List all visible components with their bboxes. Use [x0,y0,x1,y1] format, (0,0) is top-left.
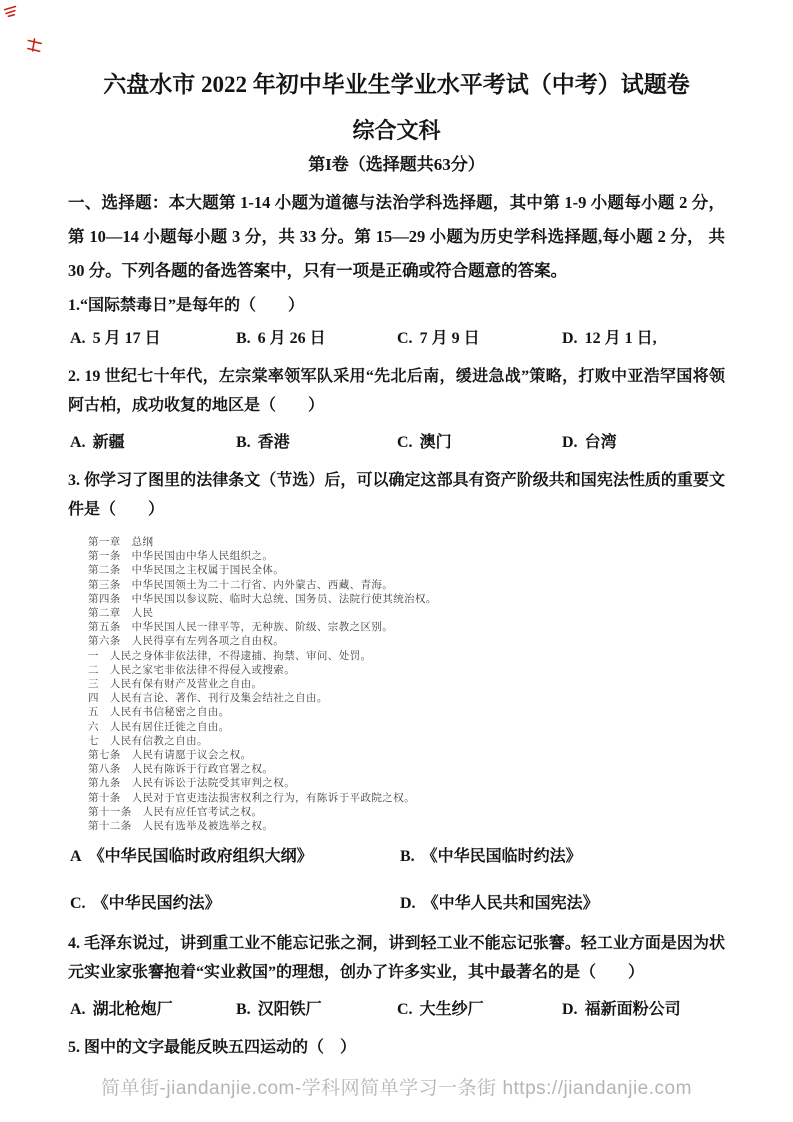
option-a: A. 新疆 [70,434,125,451]
question-5-stem: 5. 图中的文字最能反映五四运动的（ ） [68,1039,357,1057]
question-1-stem: 1.“国际禁毒日”是每年的（ ） [68,297,305,314]
option-b: B. 《中华民国临时约法》 [400,848,582,866]
legal-line: 第四条 中华民国以参议院、临时大总统、国务员、法院行使其统治权。 [88,593,437,605]
option-c: C. 《中华民国约法》 [70,895,221,913]
legal-line: 三 人民有保有财产及营业之自由。 [88,679,263,691]
question-4-stem: 4. 毛泽东说过，讲到重工业不能忘记张之洞，讲到轻工业不能忘记张謇。轻工业方面是因为状元实业家张謇抱着“实业救国”的理想，创办了许多实业，其中最著名的是（ ） [68,935,725,982]
legal-line: 六 人民有居住迁徙之自由。 [88,721,230,733]
option-d: D. 12 月 1 日, [562,330,657,347]
legal-line: 第二章 人民 [88,608,154,620]
footer-watermark: 简单街-jiandanjie.com-学科网简单学习一条街 https://jiandanjie.com [101,1078,692,1099]
legal-line: 第三条 中华民国领土为二十二行省、内外蒙古、西藏、青海。 [88,579,394,591]
legal-document-figure [88,536,733,834]
section-instructions: 一、选择题：本大题第 1-14 小题为道德与法治学科选择题，其中第 1-9 小题每小题 2 分，第 10—14 小题每小题 3 分，共 33 分。第 15—29 小题为历史学科选择题,每小题 2 分， 共 30 分。下列各题的备选答案中，只有一项是正确或符合题意的答案。 [68,193,725,280]
legal-line: 第六条 人民得享有左列各项之自由权。 [88,636,285,648]
red-scribble-mark-icon [24,36,45,55]
legal-line: 一 人民之身体非依法律，不得逮捕、拘禁、审问、处罚。 [88,650,372,662]
option-c: C. 7 月 9 日 [397,330,480,347]
legal-line: 第一章 总纲 [88,537,154,548]
legal-line: 第一条 中华民国由中华人民组织之。 [88,551,274,563]
red-scribble-mark-icon [2,3,20,21]
legal-line: 第九条 人民有诉讼于法院受其审判之权。 [88,778,296,790]
legal-line: 第十二条 人民有选举及被选举之权。 [88,821,274,833]
legal-line: 第八条 人民有陈诉于行政官署之权。 [88,764,274,776]
legal-line: 第七条 人民有请愿于议会之权。 [88,750,252,762]
option-b: B. 6 月 26 日 [236,330,326,347]
legal-line: 第十条 人民对于官吏违法损害权利之行为，有陈诉于平政院之权。 [88,792,415,804]
option-c: C. 大生纱厂 [397,1001,484,1019]
option-d: D. 福新面粉公司 [562,1001,681,1019]
legal-line: 第五条 中华民国人民一律平等，无种族、阶级、宗教之区别。 [88,622,394,634]
option-a: A 《中华民国临时政府组织大纲》 [70,848,313,866]
legal-line: 五 人民有书信秘密之自由。 [88,707,230,719]
option-a: A. 5 月 17 日 [70,330,161,347]
question-3-stem: 3. 你学习了图里的法律条文（节选）后，可以确定这部具有资产阶级共和国宪法性质的重要文件是（ ） [68,472,725,518]
page-title: 六盘水市 2022 年初中毕业生学业水平考试（中考）试题卷 [103,72,690,97]
option-b: B. 汉阳铁厂 [236,1001,322,1019]
option-a: A. 湖北枪炮厂 [70,1001,173,1019]
section-heading: 第I卷（选择题共63分） [308,155,485,174]
question-2-options [70,432,725,454]
question-2-stem: 2. 19 世纪七十年代，左宗棠率领军队采用“先北后南，缓进急战”策略，打败中亚浩罕国将领阿古柏，成功收复的地区是（ ） [68,368,725,414]
question-4-options [70,999,725,1021]
option-d: D. 台湾 [562,434,617,451]
subject-title: 综合文科 [352,118,441,143]
question-3-options [70,846,725,915]
legal-line: 七 人民有信教之自由。 [88,735,208,747]
legal-line: 四 人民有言论、著作、刊行及集会结社之自由。 [88,693,328,705]
legal-line: 二 人民之家宅非依法律不得侵入或搜索。 [88,664,296,676]
option-d: D. 《中华人民共和国宪法》 [400,895,599,913]
legal-line: 第二条 中华民国之主权属于国民全体。 [88,565,285,577]
legal-line: 第十一条 人民有应任官考试之权。 [88,806,263,818]
question-1-options [70,328,725,350]
option-c: C. 澳门 [397,434,452,451]
option-b: B. 香港 [236,434,290,451]
